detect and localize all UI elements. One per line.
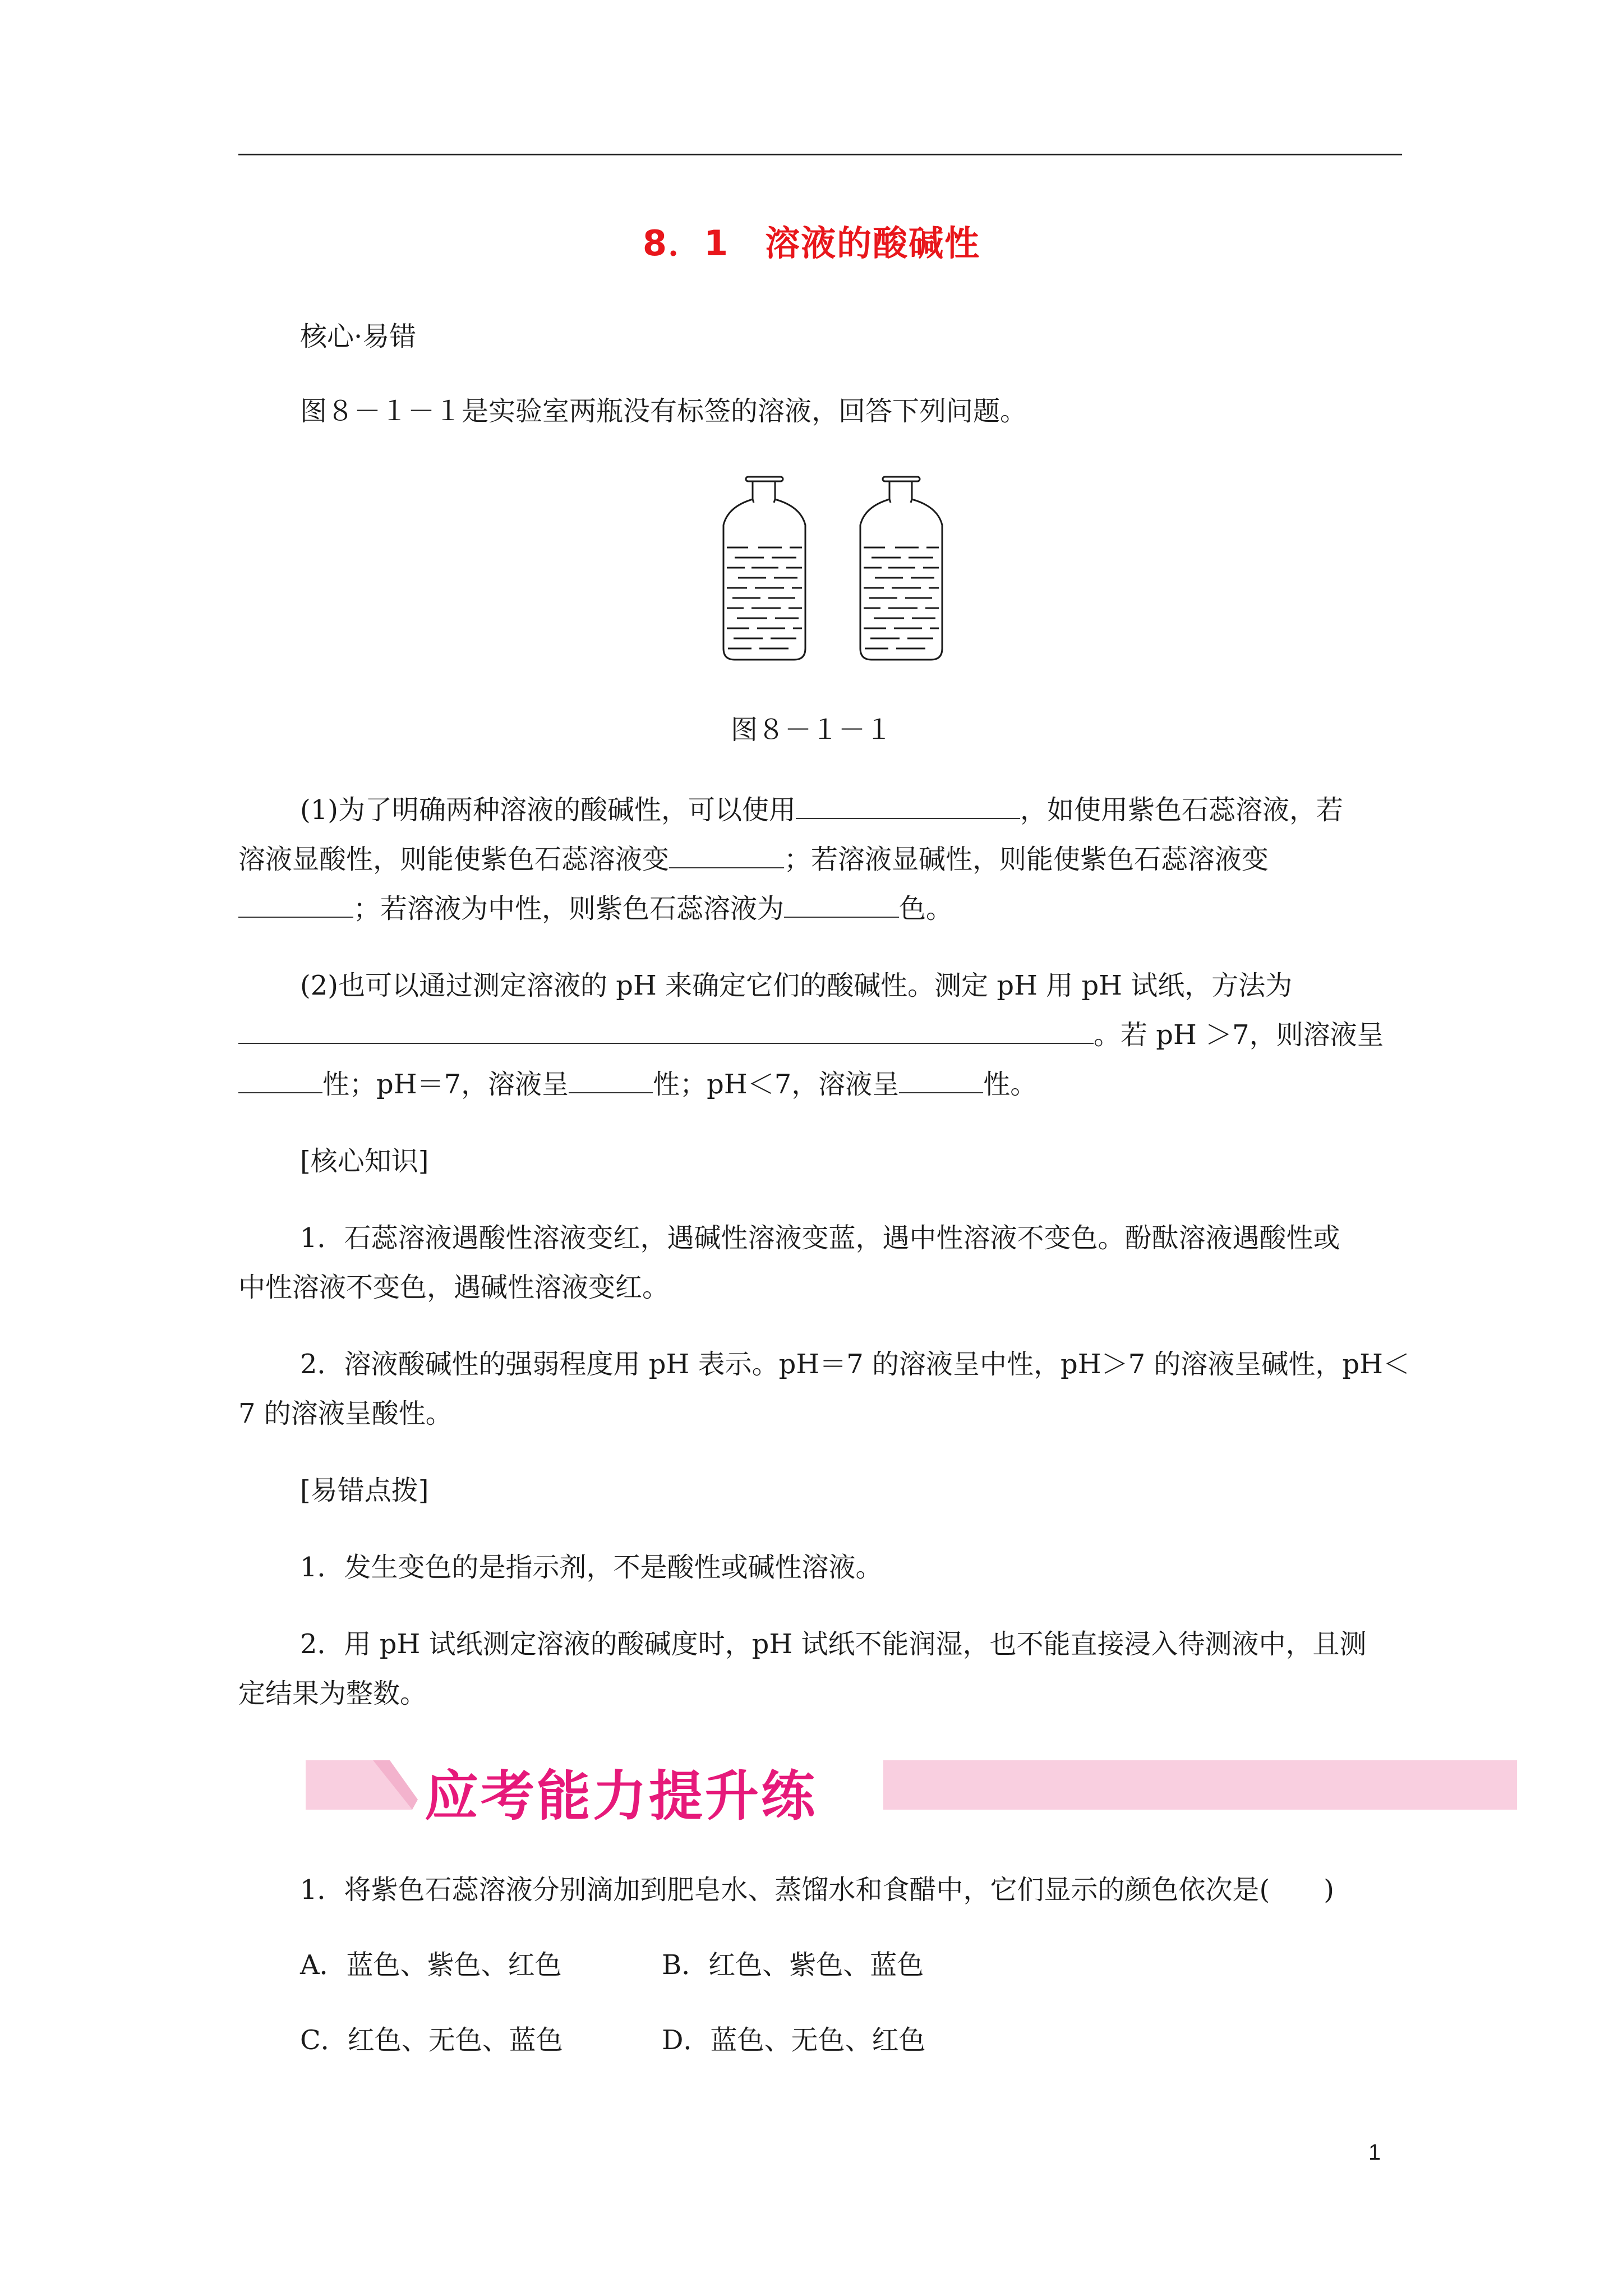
section-heading: 核心·易错 <box>300 321 417 352</box>
question2-text: 性；pH＝7，溶液呈 <box>322 1069 569 1100</box>
question1-line1 <box>300 784 1343 837</box>
header-rule <box>238 154 1402 155</box>
question1-text: ，如使用紫色石蕊溶液，若 <box>1020 794 1344 826</box>
question1-text: 色。 <box>899 893 953 924</box>
banner-title: 应考能力提升练 <box>425 1765 817 1828</box>
page-number: 1 <box>1368 2140 1381 2165</box>
question1-text: (1)为了明确两种溶液的酸碱性，可以使用 <box>300 794 796 826</box>
core-knowledge-heading: [核心知识] <box>300 1145 429 1177</box>
mistakes-item: 1．发生变色的是指示剂，不是酸性或碱性溶液。 <box>300 1552 883 1583</box>
core-knowledge-item: 2．溶液酸碱性的强弱程度用 pH 表示。pH＝7 的溶液呈中性，pH＞7 的溶液呈碱性，pH＜ <box>300 1349 1410 1380</box>
question1-text: 溶液显酸性，则能使紫色石蕊溶液变 <box>238 844 670 875</box>
answer-blank[interactable] <box>784 898 899 918</box>
question1-text: ；若溶液显碱性，则能使紫色石蕊溶液变 <box>784 844 1269 875</box>
exercise-stem: 1．将紫色石蕊溶液分别滴加到肥皂水、蒸馏水和食醋中，它们显示的颜色依次是( ) <box>300 1874 1334 1906</box>
core-knowledge-item: 7 的溶液呈酸性。 <box>238 1398 453 1429</box>
reagent-bottle-left <box>723 477 805 660</box>
question2-line1: (2)也可以通过测定溶液的 pH 来确定它们的酸碱性。测定 pH 用 pH 试纸，方法为 <box>300 970 1293 1001</box>
question2-text: 。若 pH ＞7，则溶液呈 <box>1094 1019 1384 1051</box>
question1-line3 <box>238 882 953 936</box>
answer-blank[interactable] <box>669 848 784 868</box>
exercise-option-a[interactable]: A．蓝色、紫色、红色 <box>300 1949 562 1981</box>
figure-caption: 图８－１－１ <box>730 714 892 746</box>
answer-blank[interactable] <box>238 898 353 918</box>
question2-line2 <box>238 1009 1384 1062</box>
answer-blank[interactable] <box>238 1073 322 1093</box>
question2-text: 性；pH＜7，溶液呈 <box>653 1069 900 1100</box>
reagent-bottles-figure <box>712 476 953 662</box>
mistakes-item: 2．用 pH 试纸测定溶液的酸碱度时，pH 试纸不能润湿，也不能直接浸入待测液中，且测 <box>300 1628 1367 1660</box>
exercise-option-b[interactable]: B．红色、紫色、蓝色 <box>662 1949 924 1981</box>
answer-blank[interactable] <box>899 1073 983 1093</box>
answer-blank[interactable] <box>569 1073 653 1093</box>
page-title: 8．1 溶液的酸碱性 <box>642 223 981 264</box>
answer-blank[interactable] <box>796 799 1020 819</box>
exercise-option-c[interactable]: C．红色、无色、蓝色 <box>300 2024 563 2056</box>
practice-banner <box>306 1750 1517 1828</box>
question2-line3 <box>238 1058 1037 1111</box>
reagent-bottle-right <box>860 477 942 660</box>
core-knowledge-item: 中性溶液不变色，遇碱性溶液变红。 <box>238 1272 670 1303</box>
exercise-option-d[interactable]: D．蓝色、无色、红色 <box>662 2024 926 2056</box>
question2-text: 性。 <box>983 1069 1038 1100</box>
intro-text: 图８－１－１是实验室两瓶没有标签的溶液，回答下列问题。 <box>300 395 1027 427</box>
question1-text: ；若溶液为中性，则紫色石蕊溶液为 <box>353 893 785 924</box>
banner-bar <box>883 1760 1517 1810</box>
banner-ribbon-icon <box>306 1760 418 1810</box>
core-knowledge-item: 1．石蕊溶液遇酸性溶液变红，遇碱性溶液变蓝，遇中性溶液不变色。酚酞溶液遇酸性或 <box>300 1222 1340 1254</box>
question1-line2 <box>238 833 1269 886</box>
answer-blank[interactable] <box>238 1024 1094 1044</box>
mistakes-item: 定结果为整数。 <box>238 1678 427 1709</box>
mistakes-heading: [易错点拨] <box>300 1475 429 1506</box>
